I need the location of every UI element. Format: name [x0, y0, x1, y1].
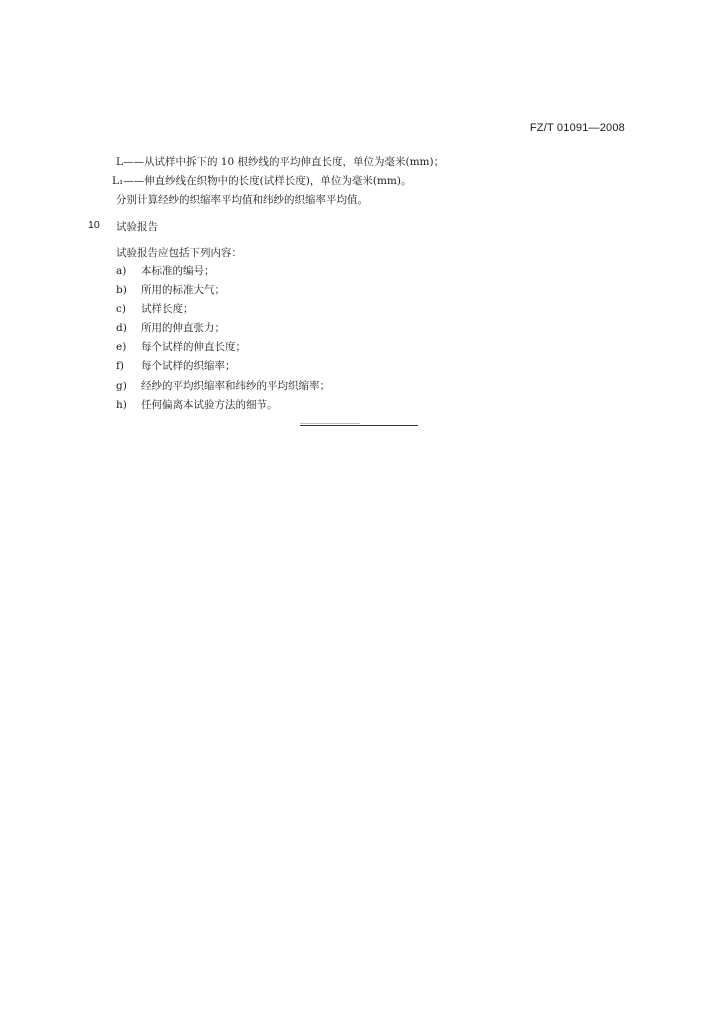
list-item — [116, 359, 330, 378]
list-item — [116, 398, 330, 417]
end-of-document-rule — [300, 425, 418, 426]
list-item — [116, 340, 330, 359]
list-item — [116, 283, 330, 302]
item-marker: e) — [116, 341, 127, 354]
section-intro: 试验报告应包括下列内容： — [116, 247, 242, 259]
standard-code: FZ/T 01091—2008 — [529, 122, 625, 134]
item-text: 试样长度； — [141, 303, 194, 316]
item-text: 本标准的编号； — [141, 265, 215, 277]
item-text: 经纱的平均织缩率和纬纱的平均织缩率； — [141, 379, 330, 392]
item-text: 每个试样的织缩率； — [141, 360, 236, 373]
item-text: 每个试样的伸直长度； — [141, 341, 246, 354]
definition-l: L——从试样中拆下的 10 根纱线的平均伸直长度，单位为毫米(mm)； — [116, 156, 445, 168]
item-text: 所用的伸直张力； — [141, 322, 225, 335]
list-item — [116, 302, 330, 321]
item-marker: b) — [116, 284, 127, 297]
item-marker: h) — [116, 398, 127, 411]
item-text: 任何偏离本试验方法的细节。 — [141, 398, 278, 411]
item-marker: a) — [116, 265, 127, 277]
report-items-list — [116, 264, 330, 417]
item-text: 所用的标准大气； — [141, 284, 225, 297]
item-marker: f) — [116, 360, 124, 373]
item-marker: g) — [116, 379, 127, 392]
definition-l1: L₁——伸直纱线在织物中的长度(试样长度)，单位为毫米(mm)。 — [112, 175, 412, 187]
section-title: 试验报告 — [116, 221, 158, 233]
section-number: 10 — [88, 219, 100, 231]
list-item — [116, 379, 330, 398]
item-marker: d) — [116, 322, 127, 335]
item-marker: c) — [116, 303, 126, 316]
calculation-note: 分别计算经纱的织缩率平均值和纬纱的织缩率平均值。 — [116, 194, 368, 206]
list-item — [116, 321, 330, 340]
list-item — [116, 264, 330, 283]
